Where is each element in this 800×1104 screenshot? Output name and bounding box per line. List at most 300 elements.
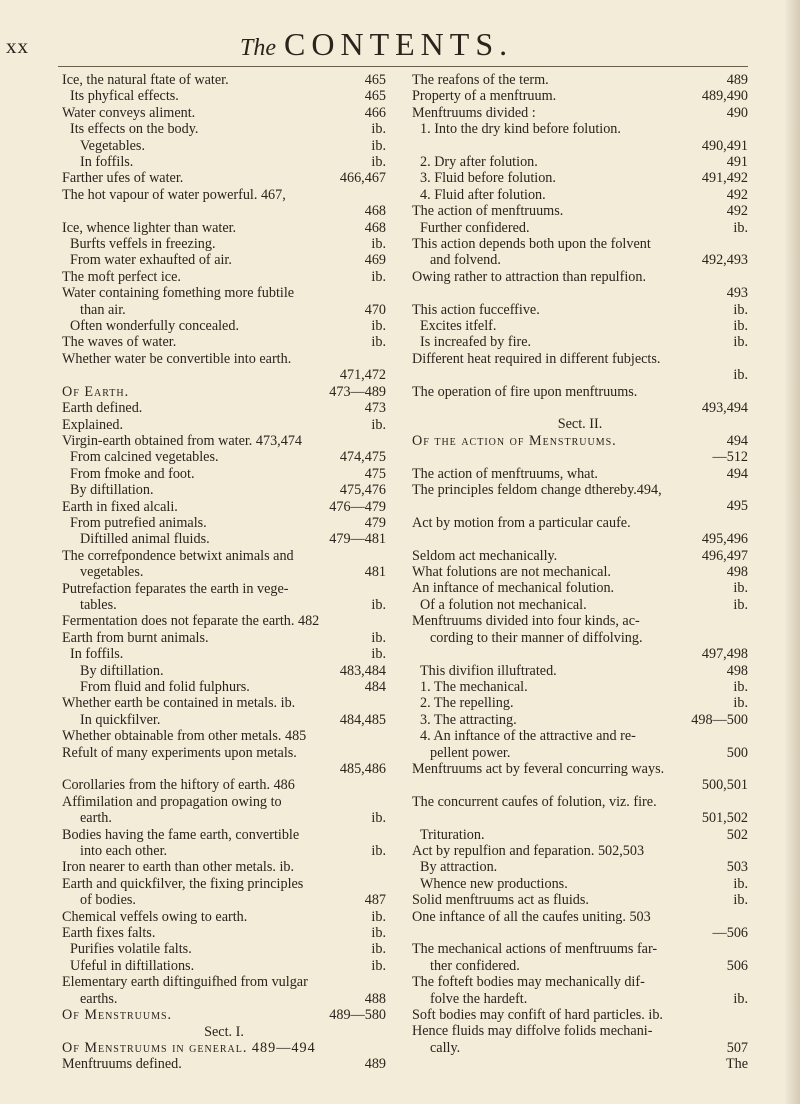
toc-entry-page: 492,493 [701,252,748,269]
toc-entry-text: From putrefied animals. [70,514,207,531]
toc-entry-text: Sect. I. [204,1023,244,1040]
toc-entry [62,761,386,777]
toc-entry-page: ib. [371,646,386,663]
toc-entry-page: ib. [371,416,386,433]
page-edge-shadow [784,0,800,1104]
toc-entry [412,892,748,908]
toc-entry-page: 500,501 [701,777,748,794]
toc-entry-text: By attraction. [420,859,498,876]
toc-entry [412,712,748,728]
toc-entry [62,974,386,990]
toc-entry-text: 2. The repelling. [420,695,514,712]
toc-entry [62,613,386,629]
toc-entry [62,88,386,104]
toc-entry [62,810,386,826]
toc-entry [62,72,386,88]
toc-entry [412,695,748,711]
toc-entry-page: ib. [371,268,386,285]
toc-entry-text: Of Menstruums in general. 489—494 [62,1039,316,1056]
toc-entry-page: 498 [726,662,748,679]
toc-entry [412,827,748,843]
toc-entry-page: 496,497 [701,547,748,564]
toc-entry [412,433,748,449]
toc-entry-text: Ufeful in diftillations. [70,957,195,974]
toc-entry-text: Purifies volatile falts. [70,941,192,958]
toc-entry [412,302,748,318]
toc-entry-text: Of Menstruums. [62,1007,173,1024]
toc-entry-text: Vegetables. [80,137,145,154]
toc-entry-page: 475,476 [339,482,386,499]
toc-entry-text: Whether earth be contained in metals. ib. [62,695,296,712]
toc-entry-text: In quickfilver. [80,711,161,728]
toc-entry [62,646,386,662]
toc-entry-page: 502 [726,826,748,843]
toc-entry-page: 506 [726,957,748,974]
toc-entry [412,220,748,236]
toc-entry-text: Soft bodies may confift of hard particles. ib. [412,1006,663,1023]
toc-entry [412,252,748,268]
toc-entry-page: 494 [726,465,748,482]
toc-entry-page: ib. [371,137,386,154]
right-column [412,72,748,1073]
running-head-the: The [240,35,276,61]
toc-entry [412,384,748,400]
toc-entry-text: folve the hardeft. [430,990,528,1007]
toc-entry [62,1040,386,1056]
running-head [240,26,513,63]
toc-entry [62,138,386,154]
toc-entry-page: 476—479 [329,498,386,515]
toc-entry [412,548,748,564]
toc-entry-page: ib. [371,629,386,646]
toc-entry-text: The principles feldom change dthereby.494, [412,482,662,499]
toc-entry-page: 483,484 [339,662,386,679]
toc-entry [412,974,748,990]
toc-entry-page: 479—481 [329,531,386,548]
toc-entry-page: 495,496 [701,531,748,548]
toc-entry-page: 503 [726,859,748,876]
toc-entry-page: 488 [364,990,386,1007]
toc-entry [62,712,386,728]
toc-entry-page: 471,472 [339,367,386,384]
toc-entry-text: Trituration. [420,826,485,843]
toc-entry-page: 491,492 [701,170,748,187]
toc-entry-text: 3. Fluid before folution. [420,170,556,187]
toc-entry-text: Different heat required in different fubjects. [412,350,661,367]
toc-entry-text: By diftillation. [70,482,154,499]
toc-entry-text: pellent power. [430,744,511,761]
toc-entry-page: 489 [364,1056,386,1073]
toc-entry-text: This action depends both upon the folvent [412,236,651,253]
toc-entry-page: ib. [371,843,386,860]
toc-entry [62,597,386,613]
toc-entry [412,630,748,646]
toc-entry [62,187,386,203]
toc-entry-text: earth. [80,810,112,827]
toc-entry-page: 487 [364,892,386,909]
toc-entry [412,941,748,957]
toc-entry-text: Earth from burnt animals. [62,629,209,646]
running-head-title: CONTENTS. [284,26,514,62]
toc-entry [62,1056,386,1072]
toc-entry [62,499,386,515]
toc-entry-page: 466,467 [339,170,386,187]
toc-entry-page: ib. [371,810,386,827]
toc-entry [412,482,748,498]
toc-entry-page: 489—580 [329,1007,386,1024]
toc-entry-page: 500 [726,744,748,761]
toc-entry [412,515,748,531]
toc-entry-text: 2. Dry after folution. [420,154,538,171]
toc-entry [412,105,748,121]
toc-entry-page: ib. [733,695,748,712]
toc-entry [62,384,386,400]
toc-entry [62,220,386,236]
toc-entry [62,433,386,449]
toc-entry-page: ib. [733,678,748,695]
toc-entry-page: 479 [364,514,386,531]
toc-entry-page: ib. [371,596,386,613]
toc-entry [62,269,386,285]
toc-entry-text: Earth defined. [62,400,143,417]
toc-entry-page: ib. [371,236,386,253]
toc-entry [62,482,386,498]
toc-entry-page: ib. [371,334,386,351]
toc-entry-page: 465 [364,72,386,88]
toc-entry [412,121,748,137]
toc-entry [412,236,748,252]
toc-entry-text: Excites itfelf. [420,318,497,335]
toc-entry [412,876,748,892]
toc-entry [62,991,386,1007]
toc-entry [412,351,748,367]
toc-entry [412,679,748,695]
toc-entry [412,794,748,810]
toc-entry [412,580,748,596]
toc-entry-page: ib. [733,334,748,351]
toc-entry [62,1024,386,1040]
toc-entry [62,745,386,761]
toc-entry-page: ib. [733,596,748,613]
toc-entry-text: From fmoke and foot. [70,465,195,482]
toc-entry-text: Property of a menftruum. [412,88,557,105]
toc-entry-text: Of Earth. [62,383,130,400]
toc-entry-text: Chemical veffels owing to earth. [62,908,248,925]
toc-entry-page: ib. [371,154,386,171]
toc-entry-text: 1. The mechanical. [420,678,528,695]
toc-entry-page: 484,485 [339,711,386,728]
toc-entry-text: Water containing fomething more fubtile [62,285,295,302]
toc-entry-page: 489 [726,72,748,88]
toc-entry-page: ib. [733,219,748,236]
toc-entry [62,892,386,908]
toc-entry-text: Refult of many experiments upon metals. [62,744,297,761]
toc-entry [62,351,386,367]
toc-entry [62,777,386,793]
toc-entry-text: Burfts veffels in freezing. [70,236,216,253]
toc-entry-page: ib. [733,892,748,909]
toc-entry-page: 490 [726,104,748,121]
toc-entry-text: vegetables. [80,564,144,581]
toc-entry-text: In foffils. [80,154,134,171]
toc-entry-page: 465 [364,88,386,105]
toc-entry-page: —506 [712,924,748,941]
toc-entry [62,531,386,547]
toc-entry [62,170,386,186]
toc-entry [62,400,386,416]
toc-entry-page: ib. [371,941,386,958]
toc-entry [62,794,386,810]
toc-entry-text: Putrefaction feparates the earth in vege- [62,580,289,597]
toc-entry-text: This divifion illuftrated. [420,662,557,679]
toc-entry [62,302,386,318]
toc-entry-page: 497,498 [701,646,748,663]
toc-entry [62,515,386,531]
toc-entry-text: tables. [80,596,117,613]
toc-entry-text: Earth and quickfilver, the fixing principles [62,875,304,892]
toc-entry-page: 474,475 [339,449,386,466]
toc-entry-text: Ice, the natural ftate of water. [62,72,229,88]
toc-entry [412,728,748,744]
toc-entry [412,991,748,1007]
toc-entry-text: Fermentation does not feparate the earth. 482 [62,613,320,630]
toc-entry-text: Virgin-earth obtained from water. 473,474 [62,432,303,449]
toc-entry-page: 493,494 [701,400,748,417]
toc-entry-text: Iron nearer to earth than other metals. ib. [62,859,295,876]
toc-entry-page: 473 [364,400,386,417]
toc-entry-text: From calcined vegetables. [70,449,219,466]
toc-entry [412,613,748,629]
toc-entry [62,958,386,974]
toc-entry [62,695,386,711]
toc-entry-text: Elementary earth diftinguifhed from vulgar [62,974,308,991]
toc-entry [412,138,748,154]
toc-entry [412,1056,748,1072]
toc-entry [62,876,386,892]
toc-entry-text: Menftruums divided into four kinds, ac- [412,613,640,630]
toc-entry-text: earths. [80,990,118,1007]
toc-entry-text: Whence new productions. [420,875,568,892]
toc-entry-text: 1. Into the dry kind before folution. [420,121,621,138]
toc-entry [412,498,748,514]
toc-entry [412,367,748,383]
toc-entry [62,581,386,597]
toc-entry-page: ib. [733,301,748,318]
toc-entry-text: cording to their manner of diffolving. [430,629,643,646]
toc-entry-text: than air. [80,301,126,318]
toc-entry [412,777,748,793]
toc-entry-text: What folutions are not mechanical. [412,564,611,581]
toc-entry [412,646,748,662]
toc-entry [62,252,386,268]
toc-entry-page: ib. [371,908,386,925]
toc-entry-text: The fofteft bodies may mechanically dif- [412,974,645,991]
toc-entry [412,400,748,416]
toc-entry [412,318,748,334]
toc-entry [62,449,386,465]
toc-entry [412,466,748,482]
toc-entry [412,285,748,301]
toc-entry-page: 501,502 [701,810,748,827]
toc-entry-page: 468 [364,203,386,220]
toc-entry-page: 507 [726,1039,748,1056]
toc-entry-page: ib. [733,875,748,892]
toc-entry-text: into each other. [80,843,168,860]
toc-entry-text: Hence fluids may diffolve folids mechani- [412,1023,653,1040]
toc-entry-text: One inftance of all the caufes uniting. 503 [412,908,651,925]
toc-entry-text: From water exhaufted of air. [70,252,232,269]
toc-entry-page: 491 [726,154,748,171]
toc-entry-page: 484 [364,679,386,695]
toc-entry-text: Of a folution not mechanical. [420,596,587,613]
toc-entry [62,285,386,301]
toc-entry [62,121,386,137]
toc-entry-text: Further confidered. [420,219,530,236]
toc-entry-text: Whether water be convertible into earth. [62,350,292,367]
toc-entry-text: ther confidered. [430,957,520,974]
toc-entry [62,630,386,646]
toc-entry-text: Sect. II. [557,416,603,433]
toc-entry-page: 492 [726,203,748,220]
toc-entry-text: Is increafed by fire. [420,334,532,351]
toc-entry [412,1023,748,1039]
toc-entry-text: Menftruums act by feveral concurring ways. [412,760,665,777]
toc-entry [412,958,748,974]
toc-entry [62,334,386,350]
toc-entry-text: An inftance of mechanical folution. [412,580,615,597]
toc-entry-page: 469 [364,252,386,269]
toc-entry-text: Earth fixes falts. [62,925,156,942]
toc-entry-page: ib. [371,925,386,942]
toc-entry-text: From fluid and folid fulphurs. [80,679,250,695]
toc-entry-page: 468 [364,219,386,236]
toc-entry-text: Its effects on the body. [70,121,199,138]
toc-entry [412,170,748,186]
toc-entry [62,154,386,170]
toc-entry [62,925,386,941]
toc-entry [412,1007,748,1023]
toc-entry [412,663,748,679]
toc-entry-text: Act by repulfion and feparation. 502,503 [412,842,645,859]
toc-entry-text: Solid menftruums act as fluids. [412,892,589,909]
toc-entry-page: 498 [726,564,748,581]
toc-entry [62,679,386,695]
toc-entry-text: 3. The attracting. [420,711,517,728]
toc-entry-page: 481 [364,564,386,581]
toc-entry [412,810,748,826]
toc-entry [62,417,386,433]
toc-entry-text: The action of menftruums. [412,203,564,220]
toc-entry [62,941,386,957]
toc-entry [412,597,748,613]
page-number: xx [6,34,29,58]
toc-entry-page: ib. [371,957,386,974]
toc-entry-page: ib. [733,367,748,384]
toc-entry-page: 489,490 [701,88,748,105]
toc-entry [62,367,386,383]
toc-entry [412,843,748,859]
toc-entry-text: Earth in fixed alcali. [62,498,178,515]
toc-entry-text: cally. [430,1039,461,1056]
toc-entry [62,728,386,744]
toc-entry-text: Whether obtainable from other metals. 485 [62,728,307,745]
toc-entry-text: The moft perfect ice. [62,268,181,285]
toc-entry-text: 4. Fluid after folution. [420,186,546,203]
toc-entry [412,449,748,465]
toc-entry [62,859,386,875]
toc-entry-text: The hot vapour of water powerful. 467, [62,186,286,203]
toc-entry-page: ib. [733,318,748,335]
toc-entry-page: —512 [712,449,748,466]
toc-entry-page: 485,486 [339,761,386,778]
header-rule [58,66,748,67]
toc-entry-page: ib. [733,990,748,1007]
toc-entry-page: 473—489 [329,383,386,400]
toc-entry [412,72,748,88]
toc-entry-text: Affimilation and propagation owing to [62,793,282,810]
toc-entry-text: Diftilled animal fluids. [80,531,210,548]
toc-entry-page: ib. [733,580,748,597]
toc-entry-text: The reafons of the term. [412,72,549,88]
left-column [62,72,386,1073]
toc-entry-text: Owing rather to attraction than repulfion. [412,268,647,285]
toc-entry-text: 4. An inftance of the attractive and re- [420,728,636,745]
toc-entry [62,236,386,252]
toc-entry-text: By diftillation. [80,662,164,679]
toc-entry-page: 490,491 [701,137,748,154]
toc-entry [62,203,386,219]
toc-entry [62,843,386,859]
toc-entry [412,88,748,104]
toc-entry [412,745,748,761]
toc-entry-text: The action of menftruums, what. [412,465,598,482]
toc-entry-text: The concurrent caufes of folution, viz. fire. [412,793,657,810]
toc-entry-text: and folvend. [430,252,501,269]
toc-entry-text: Explained. [62,416,124,433]
toc-entry [412,859,748,875]
toc-entry [412,187,748,203]
toc-entry-text: Water conveys aliment. [62,104,196,121]
toc-entry-text: Seldom act mechanically. [412,547,558,564]
toc-entry [62,466,386,482]
toc-entry [62,548,386,564]
toc-entry-text: Bodies having the fame earth, convertible [62,826,300,843]
toc-entry [62,564,386,580]
toc-entry [412,154,748,170]
toc-entry-page: 495 [726,498,748,515]
toc-entry-page: 498—500 [691,711,748,728]
toc-entry-text: In foffils. [70,646,124,663]
toc-entry [412,909,748,925]
toc-entry [412,531,748,547]
toc-entry-text: The waves of water. [62,334,177,351]
toc-entry-text: The mechanical actions of menftruums far- [412,941,658,958]
toc-entry-text: Of the action of Menstruums. [412,432,617,449]
toc-entry-page: 492 [726,186,748,203]
toc-entry-text: Act by motion from a particular caufe. [412,514,631,531]
toc-entry-text: Often wonderfully concealed. [70,318,239,335]
toc-entry [62,318,386,334]
toc-entry-page: ib. [371,318,386,335]
toc-entry [412,334,748,350]
toc-entry-page: 494 [726,432,748,449]
toc-entry [62,105,386,121]
toc-entry [412,416,748,432]
toc-entry [412,269,748,285]
toc-entry-page: The [725,1056,748,1073]
toc-entry-text: This action fucceffive. [412,301,540,318]
toc-entry [412,925,748,941]
